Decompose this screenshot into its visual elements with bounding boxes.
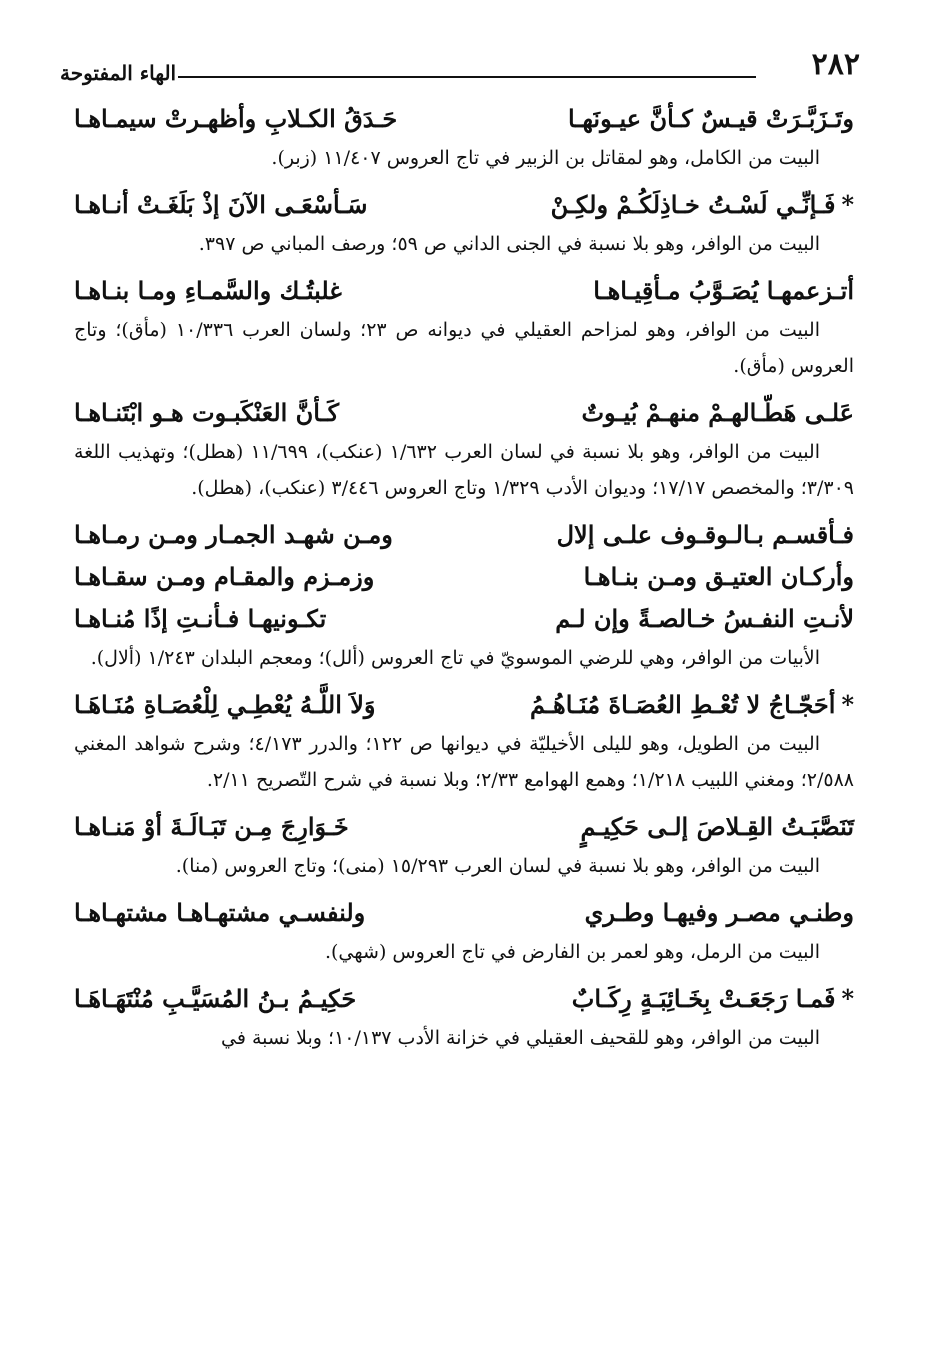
poem-entry — [74, 98, 854, 176]
verse-note: البيت من الرمل، وهو لعمر بن الفارض في تاج العروس (شهي). — [324, 941, 820, 963]
poem-entry — [74, 806, 854, 884]
first-hemistich: لأنـتِ النفـسُ خـالصـةً وإن لـم — [555, 604, 854, 633]
verse-line — [74, 684, 854, 726]
running-title: الهاء المفتوحة — [60, 61, 177, 85]
page-number: ٢٨٢ — [811, 47, 860, 82]
page-header — [60, 48, 860, 88]
verse-line — [74, 514, 854, 556]
verse-note: البيت من الوافر، وهو بلا نسبة في الجنى الداني ص ٥٩؛ ورصف المباني ص ٣٩٧. — [198, 233, 820, 255]
verse-line — [74, 392, 854, 434]
poem-entry — [74, 978, 854, 1056]
first-hemistich: وأركـان العتيـق ومـن بنـاهـا — [583, 562, 854, 591]
second-hemistich: وزمـزم والمقـام ومـن سقـاهـا — [74, 562, 375, 591]
verse-line — [74, 556, 854, 598]
first-hemistich: عَلـى هَطّـالهـمْ منهـمْ بُيـوتٌ — [581, 398, 854, 427]
verse-line — [74, 184, 854, 226]
verse-note: البيت من الوافر، وهو للقحيف العقيلي في خزانة الأدب ١٠/١٣٧؛ وبلا نسبة في — [221, 1027, 820, 1049]
verse-line — [74, 978, 854, 1020]
second-hemistich: ومـن شهـد الجمـار ومـن رمـاهـا — [74, 520, 393, 549]
poem-entry — [74, 684, 854, 798]
first-hemistich: *أحَجّـاجُ لا تُعْـطِ العُصَـاةَ مُنَـاهُـمُ — [530, 690, 854, 719]
first-hemistich: *فَمـا رَجَعَـتْ بِخَـائِبَـةٍ رِكَـابٌ — [571, 984, 854, 1013]
star-marker: * — [841, 690, 854, 719]
verse-note: البيت من الكامل، وهو لمقاتل بن الزبير في تاج العروس ١١/٤٠٧ (زبر). — [271, 147, 820, 169]
poem-entry — [74, 184, 854, 262]
star-marker: * — [841, 984, 854, 1013]
verse-line — [74, 598, 854, 640]
first-hemistich: *فَـإنِّـي لَسْـتُ خـاذِلَكُـمْ ولكِـنْ — [550, 190, 854, 219]
second-hemistich: تكـونيهـا فـأنـتِ إذًا مُنـاهـا — [74, 604, 327, 633]
verse-line — [74, 270, 854, 312]
verse-line — [74, 98, 854, 140]
star-marker: * — [841, 190, 854, 219]
first-hemistich: تَنَصَّبَـتُ القِـلاصَ إلـى حَكِيـمٍ — [580, 812, 854, 841]
verse-note: البيت من الطويل، وهو لليلى الأخيليّة في ديوانها ص ١٢٢؛ والدرر ٤/١٧٣؛ وشرح شواهد المغني ٢/٥٨٨؛ ومغني اللبيب ١/٢١٨؛ وهمع الهوامع ٢/٣٣؛ وبلا نسبة في شرح التّصريح ٢/١١. — [74, 733, 854, 791]
first-hemistich: وطنـي مصـر وفيهـا وطـري — [584, 898, 854, 927]
second-hemistich: كَـأنَّ العَنْكَبـوت هـو ابْتَنـاهـا — [74, 398, 340, 427]
page-body — [74, 98, 854, 1064]
second-hemistich: سَـأسْعَـى الآنَ إذْ بَلَغَـتْ أنـاهـا — [74, 190, 368, 219]
verse-note: الأبيات من الوافر، وهي للرضي الموسويّ في تاج العروس (ألل)؛ ومعجم البلدان ١/٢٤٣ (ألال). — [90, 647, 820, 669]
second-hemistich: حَكِيـمُ بـنُ المُسَيَّـبِ مُنْتَهَـاهَـا — [74, 984, 357, 1013]
poem-entry — [74, 514, 854, 676]
poem-entry — [74, 392, 854, 506]
verse-note: البيت من الوافر، وهو بلا نسبة في لسان العرب ١٥/٢٩٣ (منى)؛ وتاج العروس (منا). — [175, 855, 820, 877]
first-hemistich: وتَـزَبَّـرَتْ قيـسٌ كـأنَّ عيـونَهـا — [568, 104, 854, 133]
header-rule — [178, 76, 756, 78]
first-hemistich: فـأقسـم بـالـوقـوف علـى إلال — [556, 520, 854, 549]
second-hemistich: غلبتُـك والسَّمـاءِ ومـا بنـاهـا — [74, 276, 342, 305]
verse-line — [74, 806, 854, 848]
verse-note: البيت من الوافر، وهو لمزاحم العقيلي في ديوانه ص ٢٣؛ ولسان العرب ١٠/٣٣٦ (مأق)؛ وتاج العروس (مأق). — [74, 319, 854, 377]
poem-entry — [74, 270, 854, 384]
verse-line — [74, 892, 854, 934]
second-hemistich: ولنفسـي مشتهـاهـا مشتهـاهـا — [74, 898, 366, 927]
second-hemistich: حَـدَقُ الكـلابِ وأظهـرتْ سيمـاهـا — [74, 104, 398, 133]
second-hemistich: وَلاَ اللَّـهُ يُعْطِـي لِلْعُصَـاةِ مُنَـاهَـا — [74, 690, 376, 719]
poem-entry — [74, 892, 854, 970]
verse-note: البيت من الوافر، وهو بلا نسبة في لسان العرب ١/٦٣٢ (عنكب)، ١١/٦٩٩ (هطل)؛ وتهذيب اللغة ٣/٣٠٩؛ والمخصص ١٧/١٧؛ وديوان الأدب ١/٣٢٩ وتاج العروس ٣/٤٤٦ (عنكب)، (هطل). — [74, 441, 854, 499]
first-hemistich: أتـزعمهـا يُصَـوَّبُ مـأقِيـاهـا — [593, 276, 854, 305]
second-hemistich: خَـوَارِجَ مِـن تَبَـالَـةَ أوْ مَنـاهـا — [74, 812, 349, 841]
